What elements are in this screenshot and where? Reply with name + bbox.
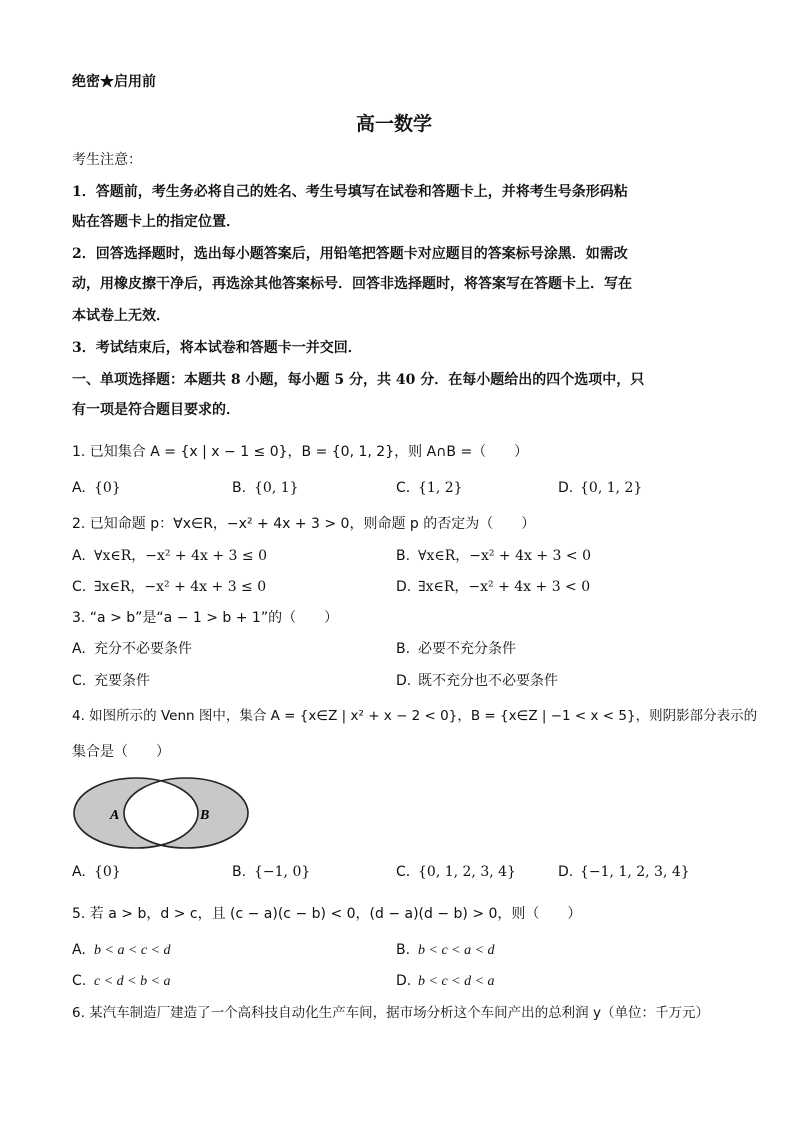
- venn-diagram: [72, 776, 252, 850]
- option-value: {−1, 0}: [254, 864, 311, 880]
- notice-heading: 考生注意：: [72, 152, 142, 168]
- option-value: c < d < b < a: [94, 974, 171, 989]
- question-3-option-b[interactable]: [396, 639, 516, 659]
- option-value: 充分不必要条件: [94, 641, 192, 657]
- option-letter: D.: [396, 973, 412, 989]
- option-letter: D.: [558, 480, 574, 496]
- question-1-option-a[interactable]: [72, 478, 121, 498]
- option-letter: C.: [72, 579, 87, 595]
- notice-item-2-end: 本试卷上无效．: [72, 308, 170, 324]
- question-5-option-d[interactable]: [396, 971, 495, 992]
- option-value: b < c < d < a: [418, 974, 495, 989]
- question-3-option-c[interactable]: [72, 671, 150, 691]
- question-1-option-c[interactable]: [396, 478, 463, 498]
- page-title: 高一数学: [356, 113, 433, 135]
- option-value: ∃x∈R，−x² + 4x + 3 < 0: [418, 579, 591, 595]
- option-value: ∀x∈R，−x² + 4x + 3 ≤ 0: [94, 548, 267, 564]
- option-value: {0, 1, 2}: [580, 480, 643, 496]
- notice-item-1-cont: 贴在答题卡上的指定位置．: [72, 214, 240, 230]
- option-letter: B.: [232, 480, 247, 496]
- option-value: {0}: [94, 480, 121, 496]
- question-2-option-c[interactable]: [72, 577, 266, 597]
- question-6-stem: 6. 某汽车制造厂建造了一个高科技自动化生产车间，据市场分析这个车间产出的总利润 y（单位：千万元）: [72, 1005, 709, 1021]
- notice-item-3: 3．考试结束后，将本试卷和答题卡一并交回．: [72, 340, 362, 356]
- question-1-option-d[interactable]: [558, 478, 642, 498]
- question-1-option-b[interactable]: [232, 478, 299, 498]
- option-letter: C.: [72, 673, 87, 689]
- option-letter: D.: [396, 579, 412, 595]
- option-letter: A.: [72, 864, 86, 880]
- question-2-option-d[interactable]: [396, 577, 590, 597]
- option-letter: A.: [72, 942, 86, 958]
- option-value: 必要不充分条件: [418, 641, 516, 657]
- question-3-option-d[interactable]: [396, 671, 558, 691]
- option-letter: B.: [396, 641, 411, 657]
- notice-item-2: 2．回答选择题时，选出每小题答案后，用铅笔把答题卡对应题目的答案标号涂黑．如需改: [72, 246, 628, 262]
- question-4-option-c[interactable]: [396, 862, 516, 882]
- question-5-option-c[interactable]: [72, 971, 171, 992]
- option-letter: B.: [232, 864, 247, 880]
- option-value: ∃x∈R，−x² + 4x + 3 ≤ 0: [94, 579, 267, 595]
- notice-item-2-cont: 动，用橡皮擦干净后，再选涂其他答案标号．回答非选择题时，将答案写在答题卡上．写在: [72, 276, 632, 292]
- option-value: {0}: [94, 864, 121, 880]
- question-1-stem: 1. 已知集合 A = {x | x − 1 ≤ 0}，B = {0, 1, 2}，则 A∩B =（ ）: [72, 444, 529, 460]
- question-4-option-b[interactable]: [232, 862, 310, 882]
- option-letter: A.: [72, 641, 86, 657]
- question-4-option-d[interactable]: [558, 862, 690, 882]
- option-letter: D.: [558, 864, 574, 880]
- option-letter: D.: [396, 673, 412, 689]
- section-heading: 一、单项选择题：本题共 8 小题，每小题 5 分，共 40 分．在每小题给出的四个选项中，只: [72, 372, 645, 388]
- option-value: ∀x∈R，−x² + 4x + 3 < 0: [418, 548, 591, 564]
- option-letter: B.: [396, 548, 411, 564]
- question-4-stem: 4. 如图所示的 Venn 图中，集合 A = {x∈Z | x² + x − 2 < 0}，B = {x∈Z | −1 < x < 5}，则阴影部分表示的: [72, 708, 758, 724]
- question-5-stem: 5. 若 a > b，d > c，且 (c − a)(c − b) < 0，(d − a)(d − b) > 0，则（ ）: [72, 906, 582, 922]
- option-value: 充要条件: [94, 673, 150, 689]
- question-4-option-a[interactable]: [72, 862, 121, 882]
- notice-item-1: 1．答题前，考生务必将自己的姓名、考生号填写在试卷和答题卡上，并将考生号条形码粘: [72, 184, 628, 200]
- option-letter: C.: [396, 480, 411, 496]
- option-value: 既不充分也不必要条件: [418, 673, 558, 689]
- option-letter: B.: [396, 942, 411, 958]
- question-2-stem: 2. 已知命题 p：∀x∈R，−x² + 4x + 3 > 0，则命题 p 的否定为（ ）: [72, 516, 536, 532]
- venn-label-a: A: [110, 808, 120, 823]
- question-4-stem-cont: 集合是（ ）: [72, 744, 170, 760]
- option-value: {1, 2}: [418, 480, 463, 496]
- question-5-option-b[interactable]: [396, 940, 495, 961]
- option-value: b < c < a < d: [418, 943, 495, 958]
- question-3-stem: 3. “a > b”是“a − 1 > b + 1”的（ ）: [72, 610, 339, 626]
- option-letter: A.: [72, 480, 86, 496]
- option-letter: C.: [72, 973, 87, 989]
- question-3-option-a[interactable]: [72, 639, 192, 659]
- secret-label: 绝密★启用前: [72, 74, 156, 90]
- option-letter: A.: [72, 548, 86, 564]
- question-2-option-b[interactable]: [396, 546, 591, 566]
- question-2-option-a[interactable]: [72, 546, 267, 566]
- option-value: {−1, 1, 2, 3, 4}: [580, 864, 690, 880]
- option-value: {0, 1, 2, 3, 4}: [418, 864, 516, 880]
- option-letter: C.: [396, 864, 411, 880]
- section-heading-cont: 有一项是符合题目要求的．: [72, 402, 240, 418]
- question-5-option-a[interactable]: [72, 940, 171, 961]
- option-value: b < a < c < d: [94, 943, 171, 958]
- option-value: {0, 1}: [254, 480, 299, 496]
- venn-label-b: B: [200, 808, 210, 823]
